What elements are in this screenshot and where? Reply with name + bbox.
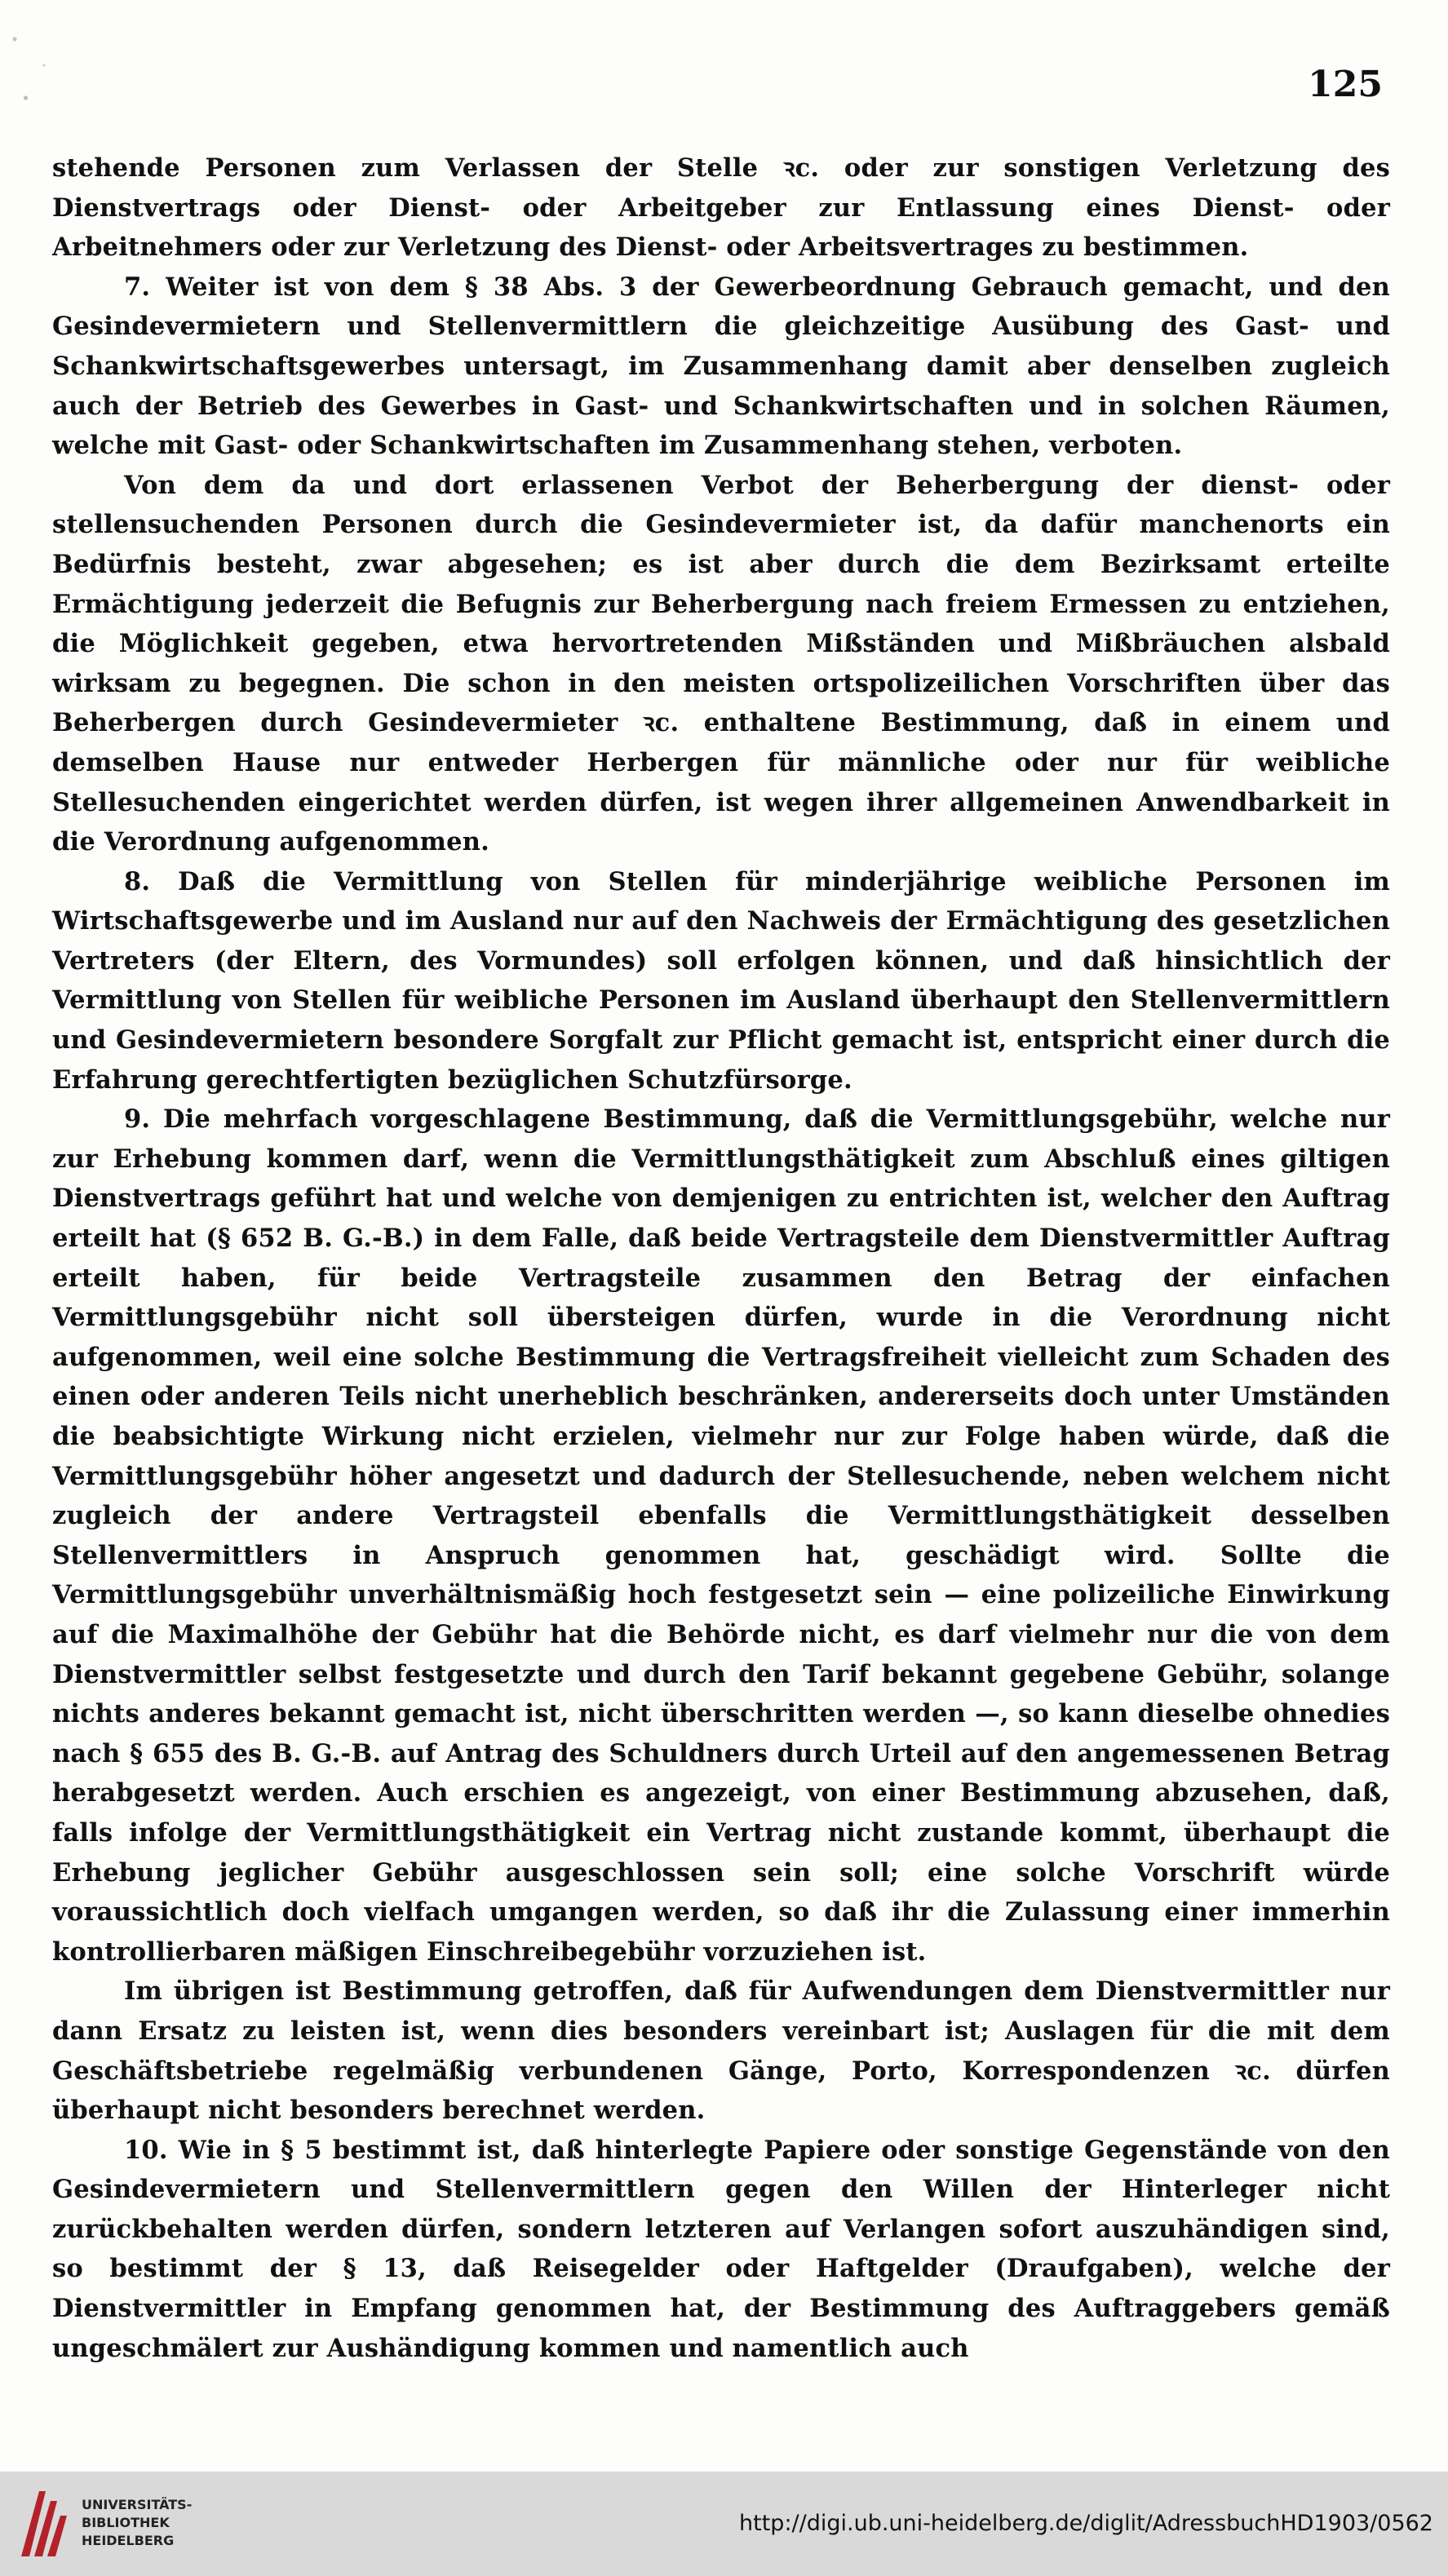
library-name (82, 2496, 192, 2550)
library-name-line-2: BIBLIOTHEK (82, 2515, 170, 2530)
paragraph-4: 8. Daß die Vermittlung von Stellen für minderjährige weibliche Personen im Wirtschaftsgewerbe und im Ausland nur auf den Nachweis der Ermächtigung des gesetzlichen Vertreters (der Eltern, des Vormundes) soll erfolgen können, und daß hinsichtlich der Vermittlung von Stellen für weibliche Personen im Ausland überhaupt den Stellenvermittlern und Gesindevermietern besondere Sorgfalt zur Pflicht gemacht ist, entspricht einer durch die Erfahrung gerechtfertigten bezüglichen Schutzfürsorge. (52, 866, 1390, 1095)
source-url-link[interactable]: http://digi.ub.uni-heidelberg.de/diglit/AdressbuchHD1903/0562 (739, 2511, 1433, 2536)
page-number: 125 (1308, 64, 1383, 105)
library-name-line-3: HEIDELBERG (82, 2533, 175, 2548)
paragraph-2: 7. Weiter ist von dem § 38 Abs. 3 der Gewerbeordnung Gebrauch gemacht, und den Gesindevermietern und Stellenvermittlern die gleichzeitige Ausübung des Gast- und Schankwirtschaftsgewerbes untersagt, im Zusammenhang damit aber denselben zugleich auch der Betrieb des Gewerbes in Gast- und Schankwirtschaften und in solchen Räumen, welche mit Gast- oder Schankwirtschaften im Zusammenhang stehen, verboten. (52, 272, 1390, 461)
body-text (52, 148, 1390, 2368)
paragraph-6: Im übrigen ist Bestimmung getroffen, daß für Aufwendungen dem Dienstvermittler nur dann Ersatz zu leisten ist, wenn dies besonders vereinbart ist; Auslagen für die mit dem Geschäftsbetriebe regelmäßig verbundenen Gänge, Porto, Korrespondenzen ꝛc. dürfen überhaupt nicht besonders berechnet werden. (52, 1976, 1390, 2126)
library-logo-icon (15, 2483, 72, 2565)
paragraph-7: 10. Wie in § 5 bestimmt ist, daß hinterlegte Papiere oder sonstige Gegenstände von den Gesindevermietern und Stellenvermittlern gegen den Willen der Hinterleger nicht zurückbehalten werden dürfen, sondern letzteren auf Verlangen sofort auszuhändigen sind, so bestimmt der § 13, daß Reisegelder oder Haftgelder (Draufgaben), welche der Dienstvermittler in Empfang genommen hat, der Bestimmung des Auftraggebers gemäß ungeschmälert zur Aushändigung kommen und namentlich auch (52, 2135, 1390, 2363)
library-name-line-1: UNIVERSITÄTS- (82, 2497, 193, 2512)
footer-bar (0, 2472, 1448, 2576)
scan-speckle (0, 0, 73, 131)
paragraph-1: stehende Personen zum Verlassen der Stelle ꝛc. oder zur sonstigen Verletzung des Dienstvertrags oder Dienst- oder Arbeitgeber zur Entlassung eines Dienst- oder Arbeitnehmers oder zur Verletzung des Dienst- oder Arbeitsvertrages zu bestimmen. (52, 153, 1390, 263)
paragraph-5: 9. Die mehrfach vorgeschlagene Bestimmung, daß die Vermittlungsgebühr, welche nur zur Erhebung kommen darf, wenn die Vermittlungsthätigkeit zum Abschluß eines giltigen Dienstvertrags geführt hat und welche von demjenigen zu entrichten ist, welcher den Auftrag erteilt hat (§ 652 B. G.-B.) in dem Falle, daß beide Vertragsteile dem Dienstvermittler Auftrag erteilt haben, für beide Vertragsteile zusammen den Betrag der einfachen Vermittlungsgebühr nicht soll übersteigen dürfen, wurde in die Verordnung nicht aufgenommen, weil eine solche Bestimmung die Vertragsfreiheit vielleicht zum Schaden des einen oder anderen Teils nicht unerheblich beschränken, andererseits doch unter Umständen die beabsichtigte Wirkung nicht erzielen, vielmehr nur zur Folge haben würde, daß die Vermittlungsgebühr höher angesetzt und dadurch der Stellesuchende, neben welchem nicht zugleich der andere Vertragsteil ebenfalls die Vermittlungsthätigkeit desselben Stellenvermittlers in Anspruch genommen hat, geschädigt wird. Sollte die Vermittlungsgebühr unverhältnismäßig hoch festgesetzt sein — eine polizeiliche Einwirkung auf die Maximalhöhe der Gebühr hat die Behörde nicht, es darf vielmehr nur die von dem Dienstvermittler selbst festgesetzte und durch den Tarif bekannt gegebene Gebühr, solange nichts anderes bekannt gemacht ist, nicht überschritten werden —, so kann dieselbe ohnedies nach § 655 des B. G.-B. auf Antrag des Schuldners durch Urteil auf den angemessenen Betrag herabgesetzt werden. Auch erschien es angezeigt, von einer Bestimmung abzusehen, daß, falls infolge der Vermittlungsthätigkeit ein Vertrag nicht zustande kommt, überhaupt die Erhebung jeglicher Gebühr ausgeschlossen sein soll; eine solche Vorschrift würde voraussichtlich doch vielfach umgangen werden, so daß ihr die Zulassung einer immerhin kontrollierbaren mäßigen Einschreibegebühr vorzuziehen ist. (52, 1104, 1390, 1967)
paragraph-3: Von dem da und dort erlassenen Verbot der Beherbergung der dienst- oder stellensuchenden Personen durch die Gesindevermieter ist, da dafür manchenorts ein Bedürfnis besteht, zwar abgesehen; es ist aber durch die dem Bezirksamt erteilte Ermächtigung jederzeit die Befugnis zur Beherbergung nach freiem Ermessen zu entziehen, die Möglichkeit gegeben, etwa hervortretenden Mißständen und Mißbräuchen alsbald wirksam zu begegnen. Die schon in den meisten ortspolizeilichen Vorschriften über das Beherbergen durch Gesindevermieter ꝛc. enthaltene Bestimmung, daß in einem und demselben Hause nur entweder Herbergen für männliche oder nur für weibliche Stellesuchenden eingerichtet werden dürfen, ist wegen ihrer allgemeinen Anwendbarkeit in die Verordnung aufgenommen. (52, 470, 1390, 857)
